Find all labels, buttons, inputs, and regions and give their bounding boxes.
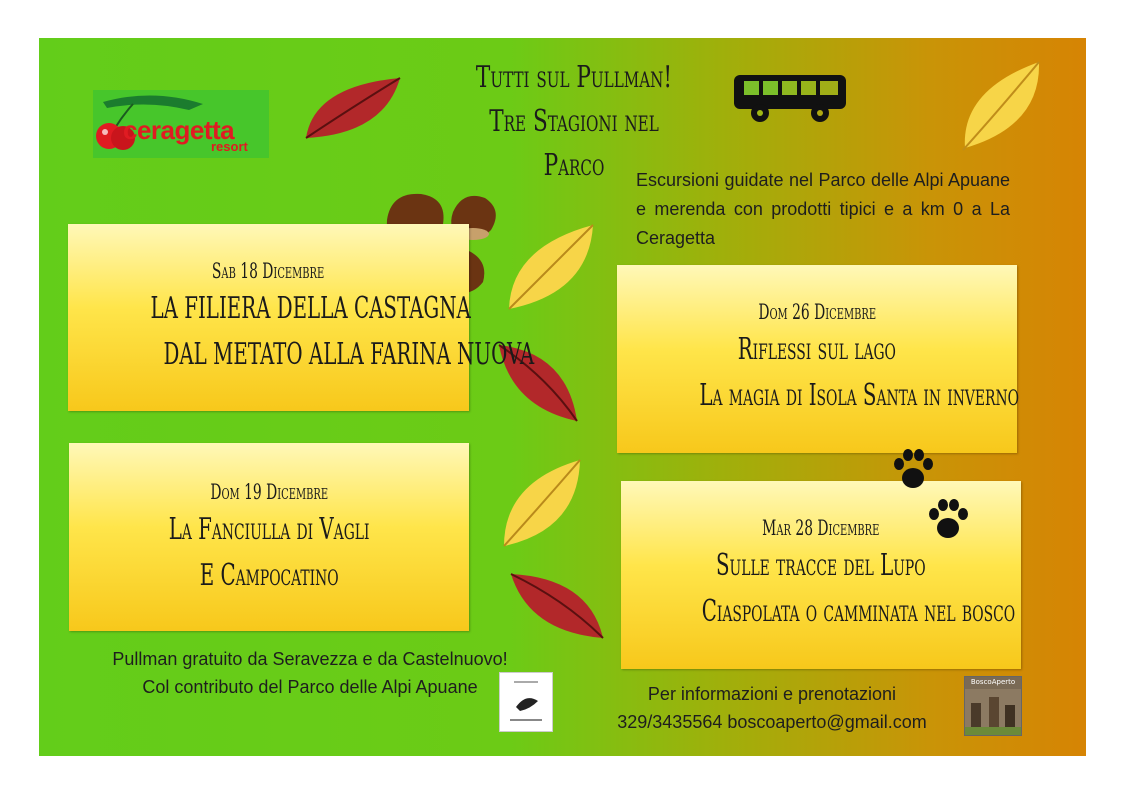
event-card: [69, 443, 469, 631]
event-date: Dom 19 Dicembre: [210, 480, 328, 504]
leaf-icon: [505, 223, 597, 313]
leaf-icon: [509, 570, 605, 642]
event-card: [617, 265, 1017, 453]
logo-name: ceragetta: [123, 115, 235, 145]
event-subtitle: Ciaspolata o camminata nel bosco: [701, 594, 1016, 629]
event-card: [68, 224, 535, 411]
poster: [39, 38, 1086, 756]
event-title: Riflessi sul lago: [737, 332, 897, 367]
ceragetta-logo: [93, 90, 269, 158]
title-line-1: Tutti sul Pullman!: [475, 60, 673, 95]
footer-right: [587, 680, 957, 736]
paw-icon: [892, 448, 934, 492]
park-logo: [499, 672, 553, 732]
bosco-aperto-photo: [964, 676, 1022, 736]
event-date: Sab 18 Dicembre: [212, 259, 325, 283]
leaf-icon: [959, 60, 1041, 152]
bird-icon: [500, 673, 552, 731]
event-date: Mar 28 Dicembre: [762, 516, 880, 540]
bus-line: Pullman gratuito da Seravezza e da Castelnuovo!: [112, 649, 508, 669]
event-subtitle: E Campocatino: [199, 558, 339, 593]
leaf-icon: [304, 76, 404, 142]
contrib-line: Col contributo del Parco delle Alpi Apuane: [142, 677, 478, 697]
contact-line: 329/3435564 boscoaperto@gmail.com: [617, 712, 927, 732]
logo-sub: resort: [211, 139, 248, 154]
title-line-2: Tre Stagioni nel Parco: [489, 104, 659, 183]
event-date: Dom 26 Dicembre: [758, 300, 876, 324]
event-subtitle: La magia di Isola Santa in inverno: [699, 378, 1019, 413]
intro-text: Escursioni guidate nel Parco delle Alpi Apuane e merenda con prodotti tipici e a km 0 a La Ceragetta: [636, 170, 1010, 248]
thumb-label: BoscoAperto: [970, 678, 1016, 686]
paw-icon: [927, 498, 969, 542]
info-line: Per informazioni e prenotazioni: [647, 684, 897, 704]
footer-left: [65, 645, 555, 701]
event-title: LA FILIERA DELLA CASTAGNA: [150, 291, 471, 326]
event-title: La Fanciulla di Vagli: [168, 512, 370, 547]
leaf-icon: [500, 458, 584, 550]
event-title: Sulle tracce del Lupo: [716, 548, 926, 583]
bus-icon: [732, 71, 850, 127]
event-subtitle: DAL METATO ALLA FARINA NUOVA: [163, 337, 535, 372]
